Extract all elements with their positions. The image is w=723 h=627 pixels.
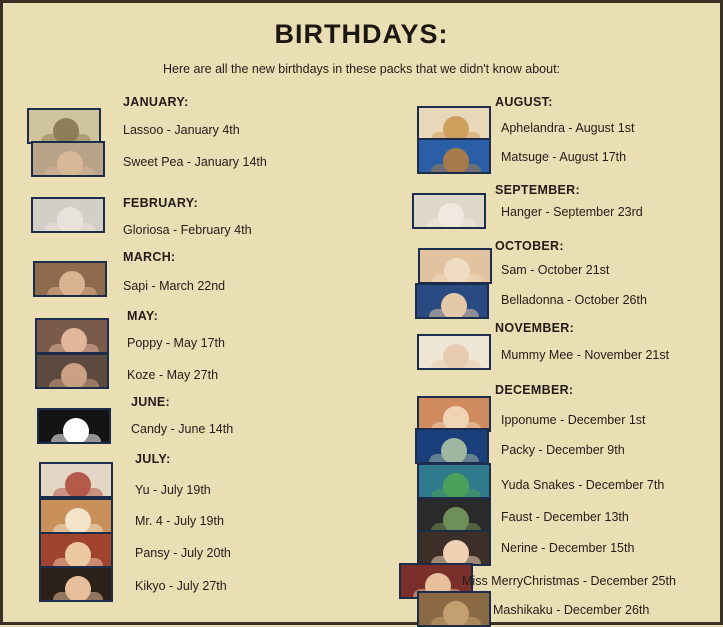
birthday-entry: Miss MerryChristmas - December 25th: [462, 574, 676, 588]
birthday-entry: Aphelandra - August 1st: [501, 121, 635, 135]
character-thumbnail: [39, 532, 113, 568]
character-thumbnail: [37, 408, 111, 444]
birthday-entry: Yuda Snakes - December 7th: [501, 478, 665, 492]
character-thumbnail: [39, 462, 113, 498]
birthday-entry: Mashikaku - December 26th: [493, 603, 650, 617]
birthday-entry: Nerine - December 15th: [501, 541, 635, 555]
month-heading: JULY:: [135, 452, 171, 466]
month-heading: SEPTEMBER:: [495, 183, 580, 197]
month-heading: FEBRUARY:: [123, 196, 198, 210]
character-thumbnail: [417, 463, 491, 499]
month-heading: DECEMBER:: [495, 383, 574, 397]
character-thumbnail: [417, 138, 491, 174]
birthday-entry: Koze - May 27th: [127, 368, 219, 382]
character-thumbnail: [39, 566, 113, 602]
character-thumbnail: [31, 141, 105, 177]
character-thumbnail: [417, 334, 491, 370]
birthday-entry: Packy - December 9th: [501, 443, 625, 457]
page-subtitle: Here are all the new birthdays in these packs that we didn't know about:: [162, 62, 561, 76]
birthday-entry: Sam - October 21st: [501, 263, 610, 277]
month-heading: MARCH:: [123, 250, 176, 264]
birthday-entry: Mummy Mee - November 21st: [501, 348, 670, 362]
birthday-entry: Belladonna - October 26th: [501, 293, 647, 307]
birthday-entry: Faust - December 13th: [501, 510, 629, 524]
character-thumbnail: [35, 353, 109, 389]
character-thumbnail: [35, 318, 109, 354]
character-thumbnail: [31, 197, 105, 233]
birthday-entry: Yu - July 19th: [135, 483, 211, 497]
birthday-entry: Sapi - March 22nd: [123, 279, 226, 293]
month-heading: MAY:: [127, 309, 159, 323]
birthday-entry: Kikyo - July 27th: [135, 579, 227, 593]
birthday-entry: Candy - June 14th: [131, 422, 234, 436]
character-thumbnail: [27, 108, 101, 144]
birthday-entry: Poppy - May 17th: [127, 336, 225, 350]
character-thumbnail: [418, 248, 492, 284]
character-thumbnail: [412, 193, 486, 229]
character-thumbnail: [417, 396, 491, 432]
birthday-entry: Matsuge - August 17th: [501, 150, 627, 164]
birthday-entry: Lassoo - January 4th: [123, 123, 240, 137]
character-thumbnail: [417, 497, 491, 533]
character-thumbnail: [417, 530, 491, 566]
character-thumbnail: [39, 498, 113, 534]
character-thumbnail: [33, 261, 107, 297]
birthday-entry: Pansy - July 20th: [135, 546, 231, 560]
month-heading: AUGUST:: [495, 95, 553, 109]
birthday-entry: Ipponume - December 1st: [501, 413, 646, 427]
month-heading: OCTOBER:: [495, 239, 564, 253]
character-thumbnail: [417, 106, 491, 142]
birthday-entry: Gloriosa - February 4th: [123, 223, 252, 237]
birthday-entry: Hanger - September 23rd: [501, 205, 643, 219]
character-thumbnail: [415, 428, 489, 464]
character-thumbnail: [415, 283, 489, 319]
page-title: BIRTHDAYS:: [274, 19, 449, 49]
month-heading: NOVEMBER:: [495, 321, 575, 335]
birthday-entry: Mr. 4 - July 19th: [135, 514, 224, 528]
birthday-entry: Sweet Pea - January 14th: [123, 155, 267, 169]
character-thumbnail: [417, 591, 491, 627]
month-heading: JANUARY:: [123, 95, 189, 109]
month-heading: JUNE:: [131, 395, 171, 409]
